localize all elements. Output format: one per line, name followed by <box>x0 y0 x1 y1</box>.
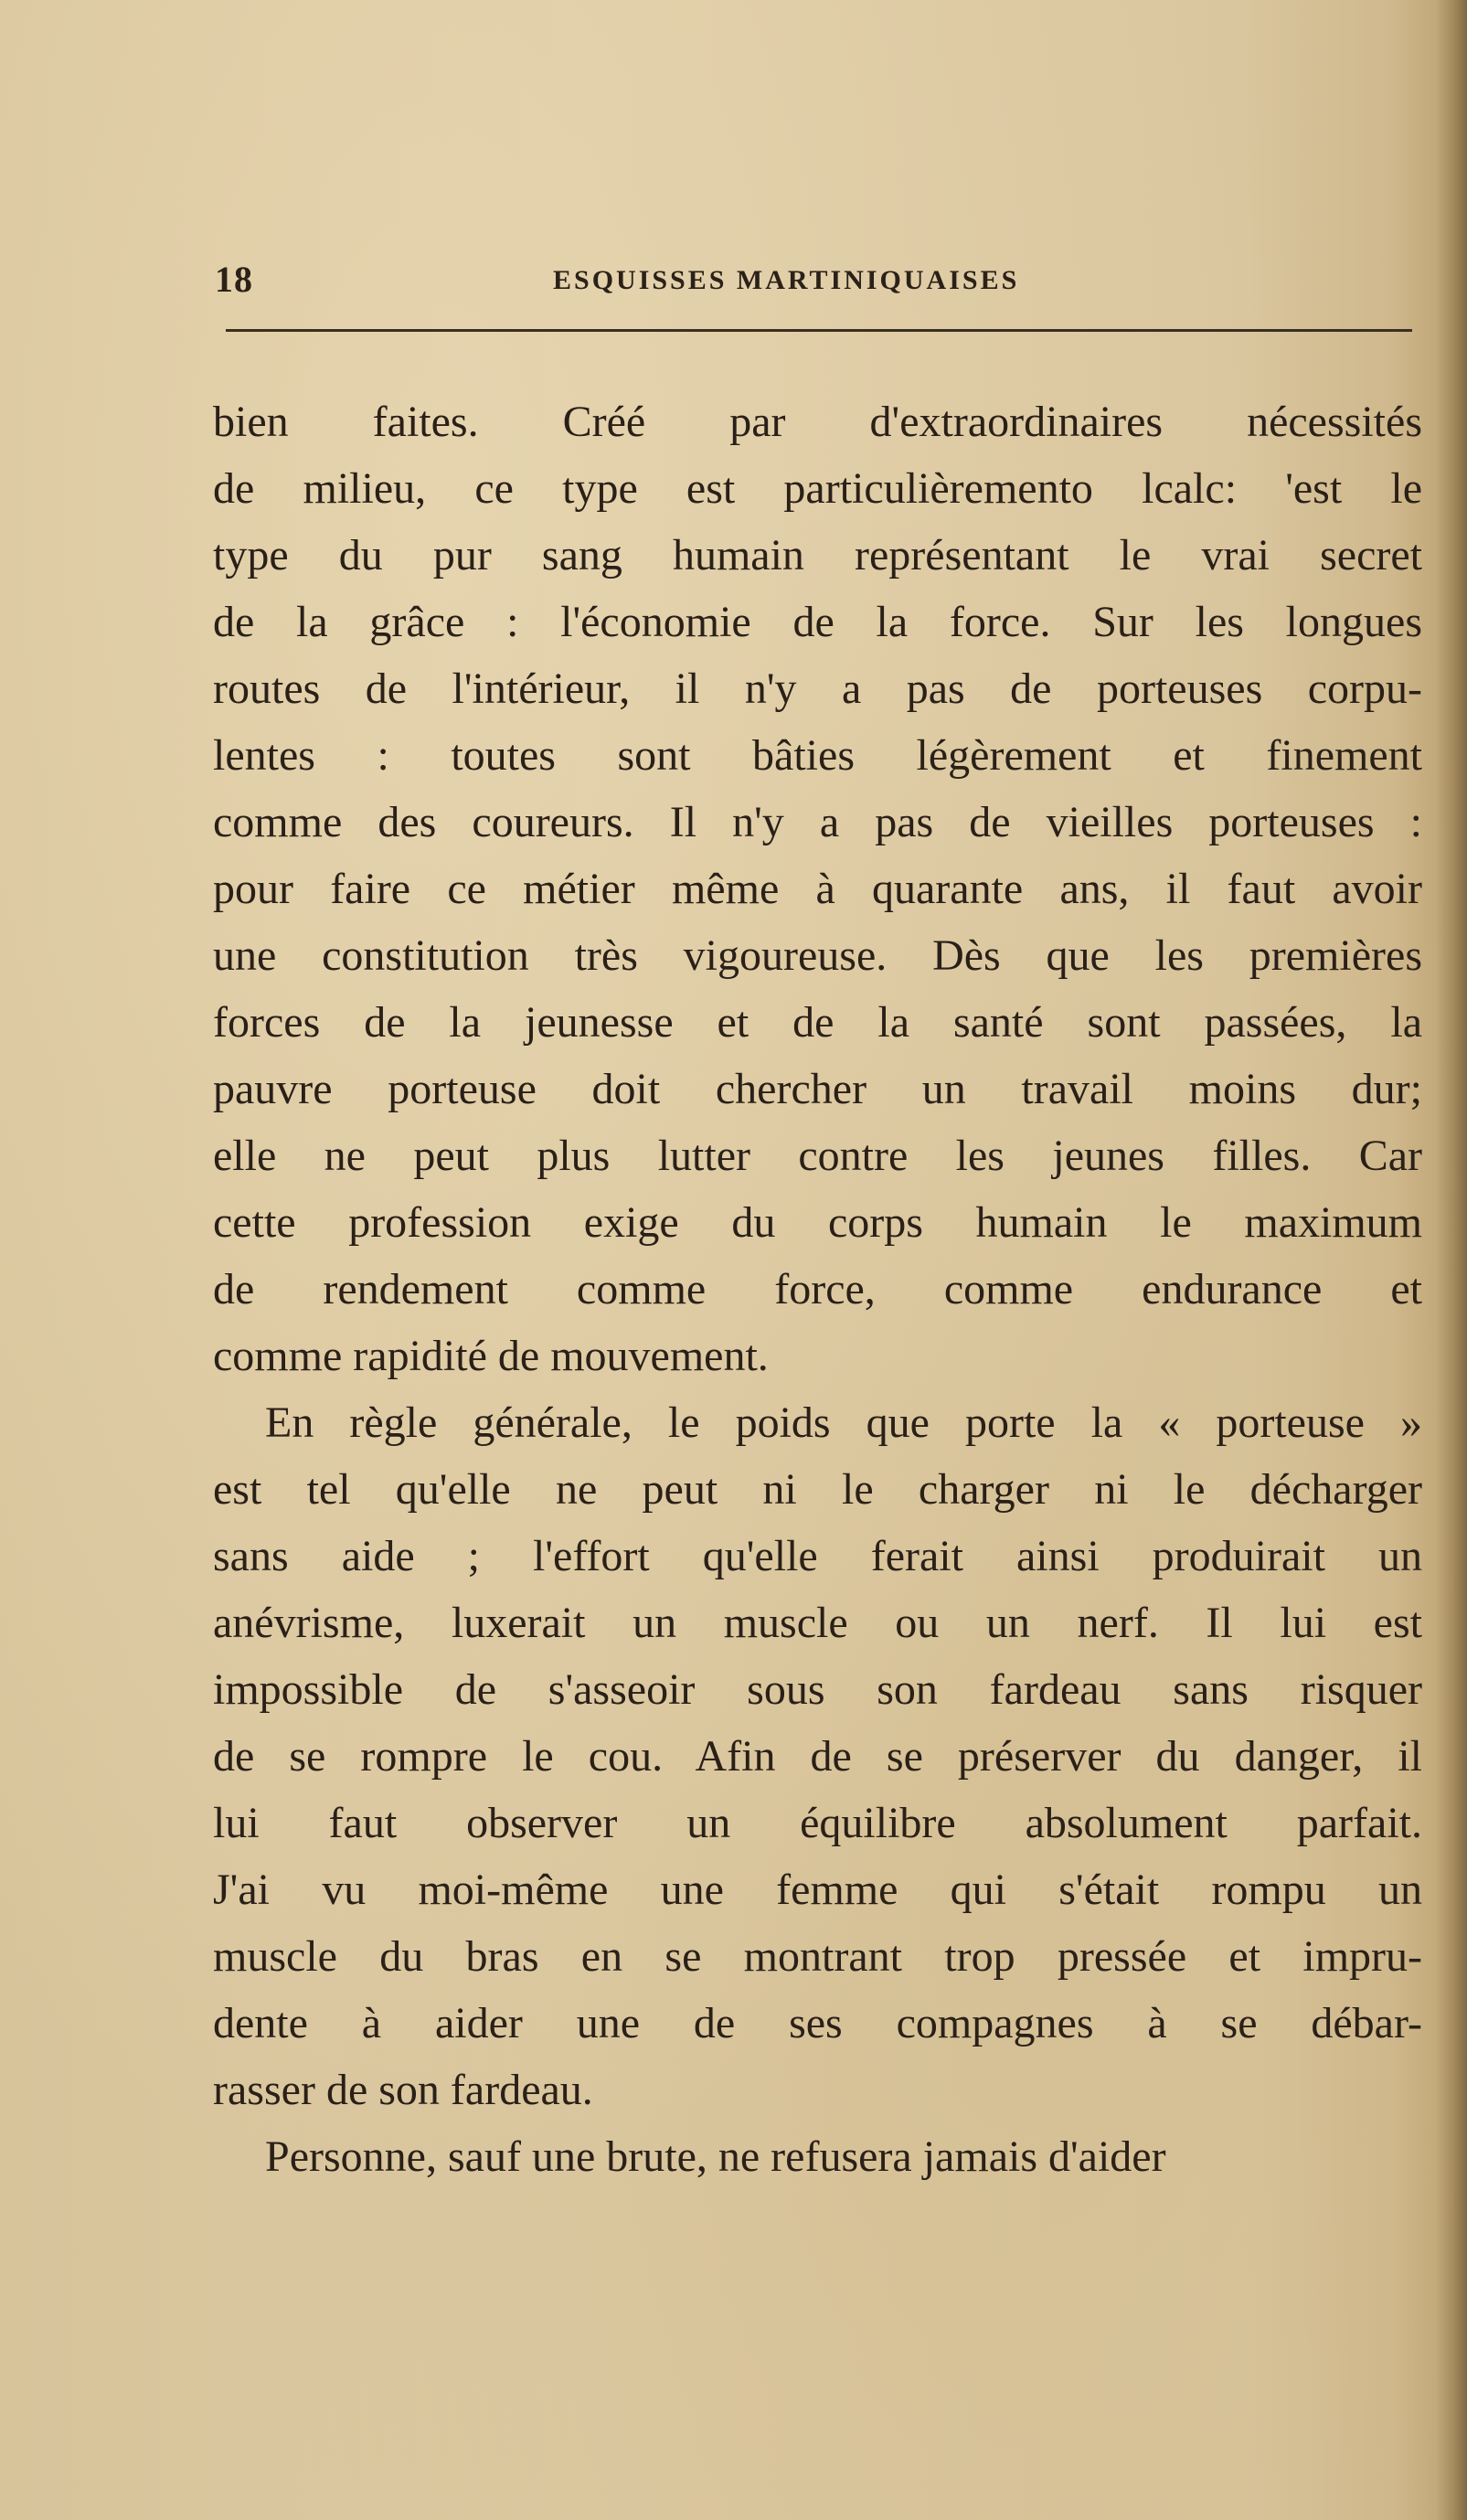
text-line: de rendement comme force, comme endurance et <box>213 1265 1422 1313</box>
text-line: elle ne peut plus lutter contre les jeunes filles. Car <box>213 1132 1422 1180</box>
text-line: muscle du bras en se montrant trop pressée et impru- <box>213 1932 1422 1981</box>
text-line: pauvre porteuse doit chercher un travail moins dur; <box>213 1065 1422 1113</box>
text-line: lui faut observer un équilibre absolument parfait. <box>213 1799 1422 1847</box>
text-line: rasser de son fardeau. <box>213 2066 593 2114</box>
text-line: J'ai vu moi-même une femme qui s'était rompu un <box>213 1866 1422 1914</box>
text-line: En règle générale, le poids que porte la « porteuse » <box>265 1398 1422 1447</box>
text-line: sans aide ; l'effort qu'elle ferait ainsi produirait un <box>213 1532 1422 1580</box>
text-line: pour faire ce métier même à quarante ans, il faut avoir <box>213 865 1422 913</box>
text-line: routes de l'intérieur, il n'y a pas de porteuses corpu- <box>213 665 1422 713</box>
text-line: lentes : toutes sont bâties légèrement et finement <box>213 731 1422 780</box>
text-line: une constitution très vigoureuse. Dès que les premières <box>213 931 1422 980</box>
text-line: comme des coureurs. Il n'y a pas de vieilles porteuses : <box>213 798 1422 846</box>
text-line: impossible de s'asseoir sous son fardeau sans risquer <box>213 1665 1422 1714</box>
text-line: bien faites. Créé par d'extraordinaires nécessités <box>213 398 1422 446</box>
text-line: cette profession exige du corps humain le maximum <box>213 1198 1422 1247</box>
text-line: comme rapidité de mouvement. <box>213 1332 769 1380</box>
text-line: anévrisme, luxerait un muscle ou un nerf. Il lui est <box>213 1599 1422 1647</box>
text-line: dente à aider une de ses compagnes à se débar- <box>213 1999 1422 2047</box>
text-line: forces de la jeunesse et de la santé sont passées, la <box>213 998 1422 1047</box>
page-edge-shadow <box>1436 0 1467 2520</box>
body-text <box>213 388 1422 2190</box>
text-line: Personne, sauf une brute, ne refusera jamais d'aider <box>265 2132 1166 2181</box>
text-line: de la grâce : l'économie de la force. Sur les longues <box>213 598 1422 646</box>
text-line: de se rompre le cou. Afin de se préserver du danger, il <box>213 1732 1422 1781</box>
text-line: est tel qu'elle ne peut ni le charger ni le décharger <box>213 1465 1422 1514</box>
running-title: ESQUISSES MARTINIQUAISES <box>553 265 1020 295</box>
text-line: de milieu, ce type est particulièremento lcalc: 'est le <box>213 464 1422 513</box>
page-number: 18 <box>215 259 253 300</box>
header-rule <box>226 329 1412 332</box>
text-line: type du pur sang humain représentant le vrai secret <box>213 531 1422 579</box>
page-header <box>215 258 1412 303</box>
